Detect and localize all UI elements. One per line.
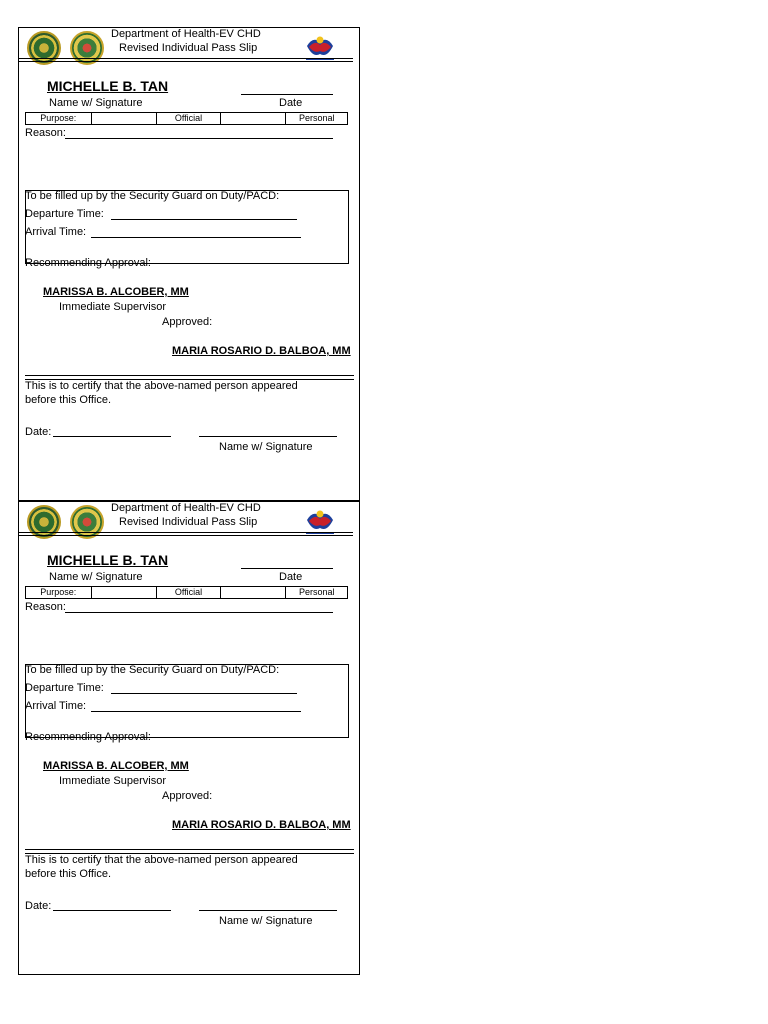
date-line [241,94,333,95]
guard-heading: To be filled up by the Security Guard on Duty/PACD: [25,190,280,202]
approver-name: MARIA ROSARIO D. BALBOA, MM [172,819,351,831]
form-title: Revised Individual Pass Slip [119,516,258,528]
supervisor-title: Immediate Supervisor [59,301,166,313]
guard-heading: To be filled up by the Security Guard on Duty/PACD: [25,664,280,676]
recommending-approval-label: Recommending Approval: [25,731,151,743]
approved-label: Approved: [162,790,213,802]
certify-signature-line[interactable] [199,436,337,437]
certify-text-line2: before this Office. [25,394,112,406]
header-divider [19,58,353,59]
certify-date-line[interactable] [53,436,171,437]
purpose-label: Purpose: [26,113,92,125]
pass-slip-bottom [18,501,360,975]
supervisor-title: Immediate Supervisor [59,775,166,787]
doh-seal-icon [27,31,61,65]
purpose-blank[interactable] [91,113,157,125]
doh-seal-icon [27,505,61,539]
supervisor-name: MARISSA B. ALCOBER, MM [43,760,189,772]
supervisor-name: MARISSA B. ALCOBER, MM [43,286,189,298]
certify-date-label: Date: [25,426,52,438]
official-checkbox[interactable] [220,113,286,125]
arrival-time-label: Arrival Time: [25,226,87,238]
form-title: Revised Individual Pass Slip [119,42,258,54]
certify-text-line2: before this Office. [25,868,112,880]
employee-name: MICHELLE B. TAN [47,552,169,568]
certify-name-signature-label: Name w/ Signature [219,915,313,927]
department-name: Department of Health-EV CHD [111,28,261,40]
certify-signature-line[interactable] [199,910,337,911]
departure-time-label: Departure Time: [25,208,104,220]
name-signature-label: Name w/ Signature [49,571,143,583]
reason-line[interactable] [65,612,333,613]
personal-label: Personal [286,587,348,599]
reason-label: Reason: [25,127,66,139]
chd-seal-icon [70,31,104,65]
header-divider-double [19,535,353,536]
header-divider-double [19,61,353,62]
official-label: Official [157,113,221,125]
certify-date-label: Date: [25,900,52,912]
reason-line[interactable] [65,138,333,139]
personal-label: Personal [286,113,348,125]
certify-date-line[interactable] [53,910,171,911]
purpose-label: Purpose: [26,587,92,599]
arrival-time-line[interactable] [91,711,301,712]
employee-name: MICHELLE B. TAN [47,78,169,94]
department-name: Department of Health-EV CHD [111,502,261,514]
purpose-table [25,112,348,125]
pass-slip-top [18,27,360,501]
official-checkbox[interactable] [220,587,286,599]
approved-label: Approved: [162,316,213,328]
purpose-blank[interactable] [91,587,157,599]
departure-time-line[interactable] [111,219,297,220]
date-label: Date [279,571,303,583]
date-label: Date [279,97,303,109]
purpose-table [25,586,348,599]
certify-text-line1: This is to certify that the above-named person appeared [25,380,298,392]
header-divider [19,532,353,533]
recommending-approval-label: Recommending Approval: [25,257,151,269]
certify-text-line1: This is to certify that the above-named person appeared [25,854,298,866]
chd-seal-icon [70,505,104,539]
reason-label: Reason: [25,601,66,613]
departure-time-line[interactable] [111,693,297,694]
official-label: Official [157,587,221,599]
name-signature-label: Name w/ Signature [49,97,143,109]
departure-time-label: Departure Time: [25,682,104,694]
approver-name: MARIA ROSARIO D. BALBOA, MM [172,345,351,357]
arrival-time-line[interactable] [91,237,301,238]
arrival-time-label: Arrival Time: [25,700,87,712]
certify-name-signature-label: Name w/ Signature [219,441,313,453]
date-line [241,568,333,569]
